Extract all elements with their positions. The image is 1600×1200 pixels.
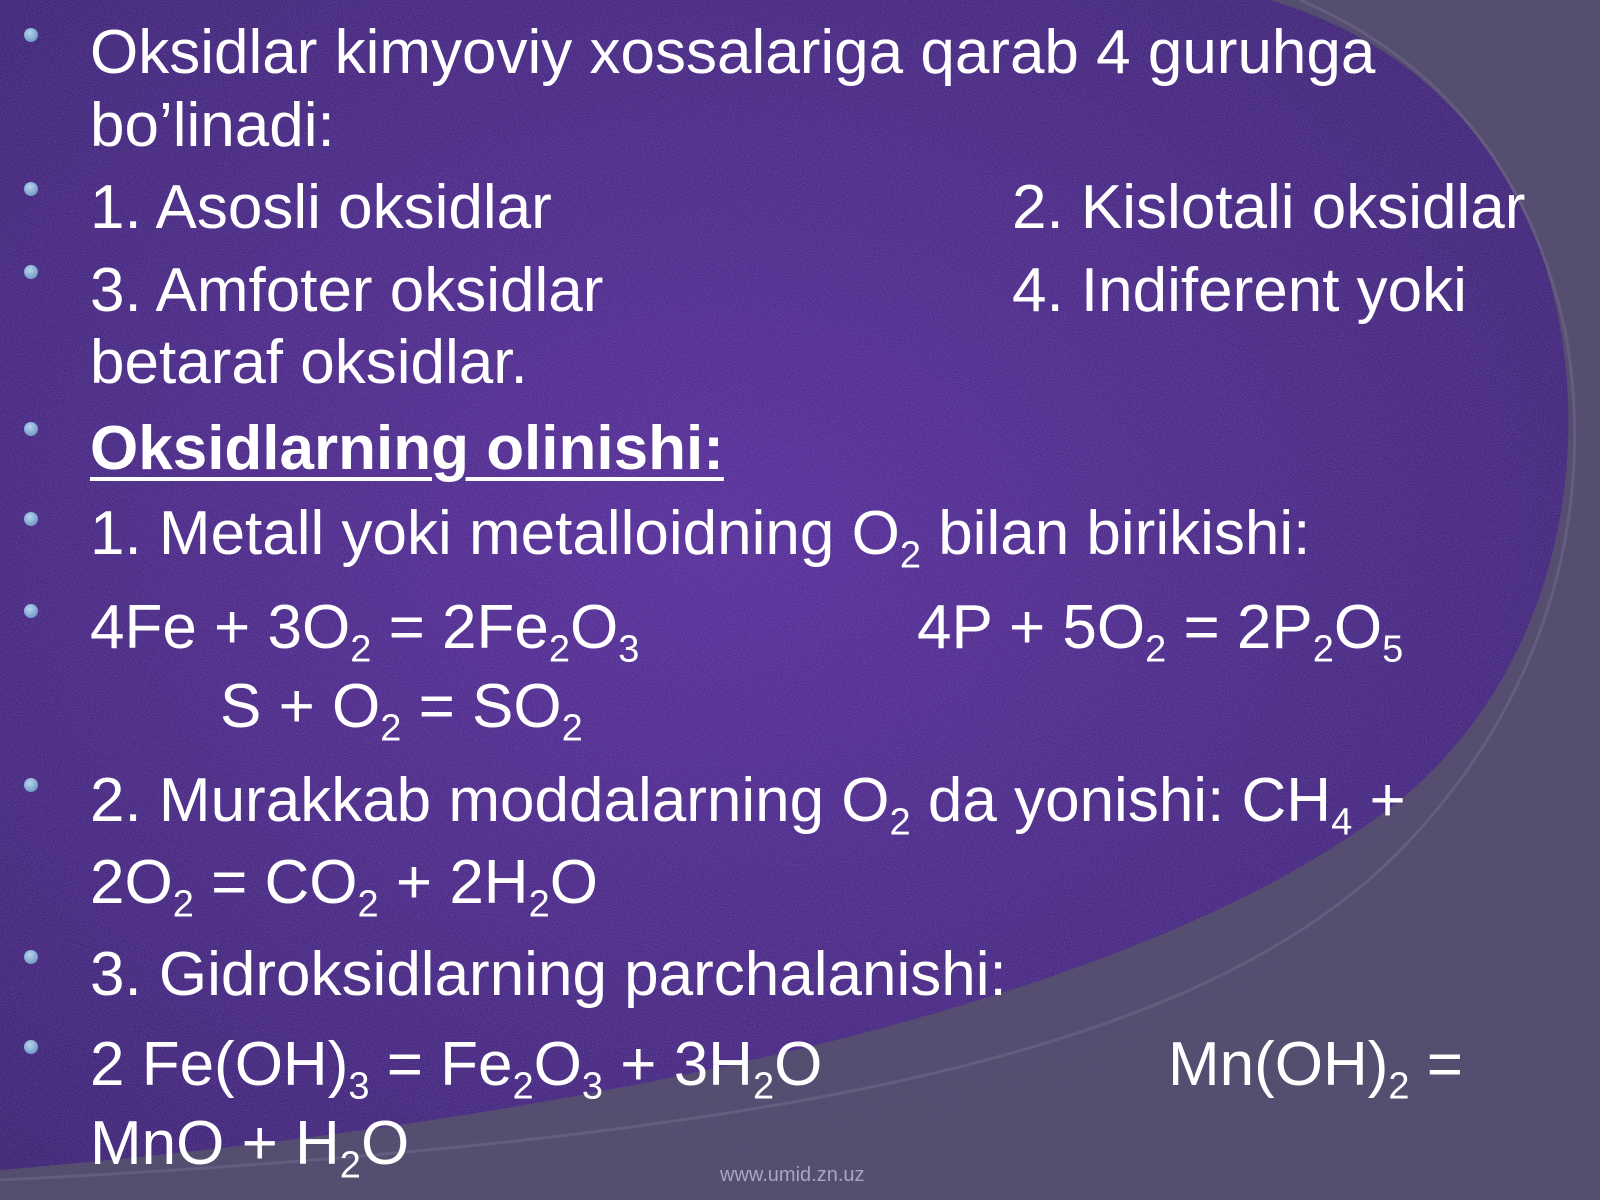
bullet-icon <box>24 265 38 279</box>
bullet-icon <box>24 950 38 964</box>
group-acidic-oxides: 2. Kislotali oksidlar <box>1012 173 1526 242</box>
bullet-icon <box>24 28 38 42</box>
equation-iron-oxidation: $4Fe + 3O_2 = 2Fe_2O_3$ <box>90 593 640 671</box>
classification-intro: Oksidlar kimyoviy xossalariga qarab 4 guruhga <box>90 18 1376 87</box>
bullet-icon <box>24 604 38 618</box>
equation-sulfur-oxidation: $S + O_2 = SO_2$ <box>220 672 583 750</box>
equation-iron-hydroxide: 2 $Fe(OH)_3 = Fe_2O_3 + 3H_2O$ <box>90 1030 823 1108</box>
method-2: 2. Murakkab moddalarning $O_2$ da yonishi: $CH_4$ + <box>90 766 1406 844</box>
group-indifferent-oxides: 4. Indiferent yoki <box>1012 256 1467 325</box>
bullet-icon <box>24 778 38 792</box>
equation-phosphorus-oxidation: $4P + 5O_2 = 2P_2O_5$ <box>917 593 1404 671</box>
group-amphoteric-oxides: 3. Amfoter oksidlar <box>90 256 604 325</box>
bullet-icon <box>24 1040 38 1054</box>
watermark-url: www.umid.zn.uz <box>720 1164 865 1186</box>
method-3: 3. Gidroksidlarning parchalanishi: <box>90 940 1007 1009</box>
equation-methane-combustion: $2O_2 = CO_2 + 2H_2O$ <box>90 848 598 926</box>
section-heading: Oksidlarning olinishi: <box>90 414 724 483</box>
bullet-icon <box>24 512 38 526</box>
equation-manganese-hydroxide-cont: MnO + $H_2O$ <box>90 1109 410 1187</box>
group-basic-oxides: 1. Asosli oksidlar <box>90 173 552 242</box>
equation-manganese-hydroxide: $Mn(OH)_2$ = <box>1168 1030 1463 1108</box>
bullet-icon <box>24 182 38 196</box>
group-indifferent-oxides-cont: betaraf oksidlar. <box>90 328 528 397</box>
bullet-icon <box>24 422 38 436</box>
classification-intro-cont: bo’linadi: <box>90 91 335 160</box>
method-1: 1. Metall yoki metalloidning $O_2$ bilan birikishi: <box>90 499 1311 577</box>
